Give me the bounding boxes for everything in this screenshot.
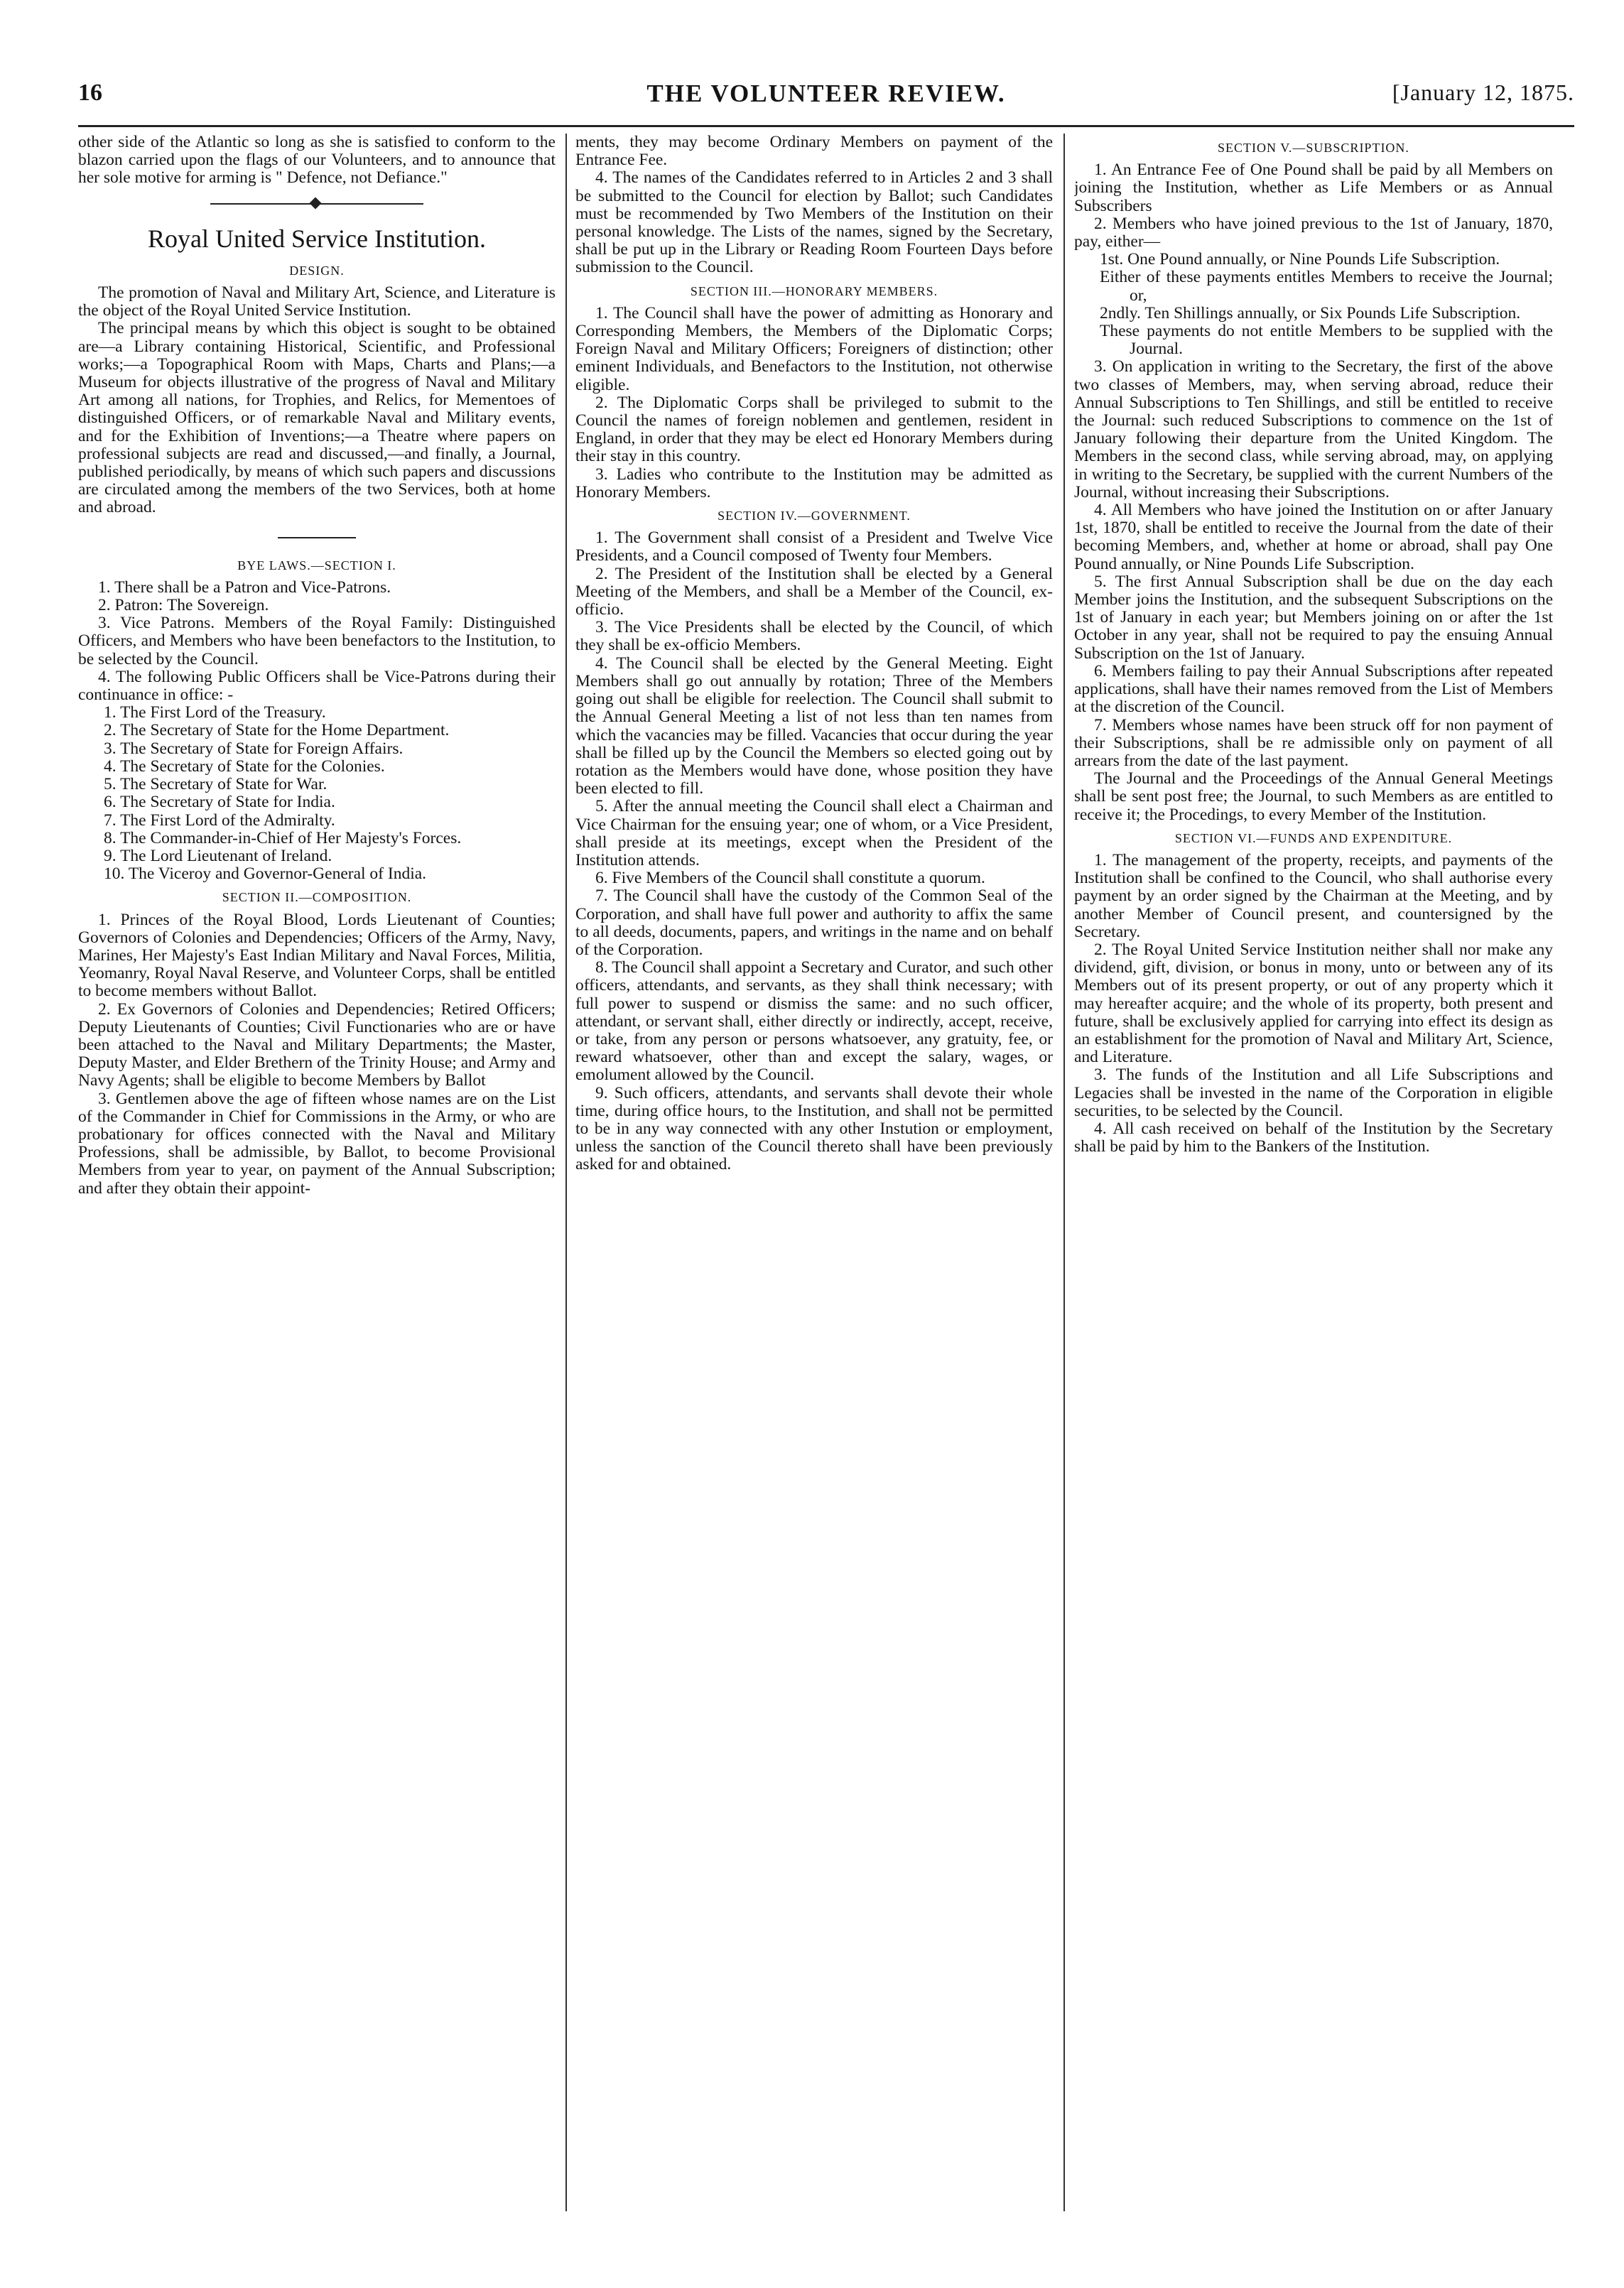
paragraph: The principal means by which this object is sought to be obtained are—a Library containing Historical, Scientific, and Professional works;—a Topographical Room with Maps, Charts and Plans;—a Museum for objects illustrative of the progress of Naval and Military Art among all nations, for Trophies, and Relics, for Mementoes of distinguished Officers, or of remarkable Naval and Military events, and for the Exhibition of Inventions;—a Theatre where papers on professional subjects are read and discussed,—and finally, a Journal, published periodically, by means of which such papers and discussions are circulated among the members of the two Services, both at home and abroad. xyxy=(78,319,556,517)
paragraph: 4. The names of the Candidates referred to in Articles 2 and 3 shall be submitted to the Council for election by Ballot; such Candidates must be recommended by Two Members of the Institution on their personal knowledge. The Lists of the names, signed by the Secretary, shall be put up in the Library or Reading Room Fourteen Days before submission to the Council. xyxy=(575,168,1053,277)
paragraph: 2. The Royal United Service Institution neither shall nor make any dividend, gift, division, or bonus in mony, unto or between any of its Members out of its present property, or out of any property which it may hereafter acquire; and the whole of its property, both present and future, shall be exclusively applied for carrying into effect its design as an establishment for the promotion of Naval and Military Art, Science, and Literature. xyxy=(1074,940,1553,1067)
paragraph: ments, they may become Ordinary Members on payment of the Entrance Fee. xyxy=(575,134,1053,170)
paragraph: 3. On application in writing to the Secretary, the first of the above two classes of Members, may, when serving abroad, reduce their Annual Subscriptions to Ten Shillings, and still be entitled to receive the Journal: such reduced Subscriptions to commence on the 1st of January following their departure from the United Kingdom. The Members in the second class, while serving abroad, may, on applying in writing to the Secretary, be supplied with the current Numbers of the Journal, without increasing their Subscriptions. xyxy=(1074,357,1553,501)
issue-date: [January 12, 1875. xyxy=(1392,80,1574,105)
paragraph: 2. Patron: The Sovereign. xyxy=(98,596,269,615)
paragraph: 3. The funds of the Institution and all Life Subscriptions and Legacies shall be invested in the name of the Corporation in eligible securities, to be selected by the Council. xyxy=(1074,1066,1553,1120)
paragraph: 4. The Council shall be elected by the General Meeting. Eight Members shall go out annually by rotation; Three of the Members going out shall be eligible for reelection. The Council shall submit to the Annual General Meeting a list of not less than ten names from which the vacancies may be filled. Vacancies that occur during the year shall be filled up by the Council the Members so elected going out by rotation as the Members would have done, whose position they have been elected to fill. xyxy=(575,654,1053,798)
list-item: 10. The Viceroy and Governor-General of India. xyxy=(104,864,427,884)
paragraph: 6. Members failing to pay their Annual Subscriptions after repeated applications, shall have their names removed from the List of Members at the discretion of the Council. xyxy=(1074,661,1553,717)
paragraph: 7. The Council shall have the custody of the Common Seal of the Corporation, and shall have full power and authority to affix the same to all deeds, documents, papers, and writings in the name and on behalf of the Corporation. xyxy=(575,887,1053,959)
section-title-bylaws: BYE LAWS.—SECTION I. xyxy=(237,558,396,573)
paragraph: 1. The management of the property, receipts, and payments of the Institution shall be confined to the Council, who shall authorise every payment by an order signed by the Chairman at the Meeting, and by another Member of Council present, and countersigned by the Secretary. xyxy=(1074,850,1553,941)
header-rule xyxy=(78,125,1574,127)
paragraph: 7. Members whose names have been struck off for non payment of their Subscriptions, shall be re admissible only on payment of all arrears from the date of the last payment. xyxy=(1074,715,1553,770)
paragraph: 3. Gentlemen above the age of fifteen whose names are on the List of the Commander in Chief for Commissions in the Army, or who are probationary for offices connected with the Naval and Military Professions, shall be admissible, by Ballot, to become Provisional Members from year to year, on payment of the Annual Subscription; and after they obtain their appoint- xyxy=(78,1089,556,1198)
paragraph: 1. An Entrance Fee of One Pound shall be paid by all Members on joining the Institution, whether as Life Members or as Annual Subscribers xyxy=(1074,161,1553,215)
section-title-design: DESIGN. xyxy=(289,263,345,278)
paragraph: 1. There shall be a Patron and Vice-Patrons. xyxy=(98,578,391,597)
paragraph: The promotion of Naval and Military Art, Science, and Literature is the object of the Royal United Service Institution. xyxy=(78,283,556,320)
page-number: 16 xyxy=(78,80,102,106)
paragraph: 4. The following Public Officers shall be Vice-Patrons during their continuance in office: - xyxy=(78,667,556,705)
list-item: 1. The First Lord of the Treasury. xyxy=(104,703,326,722)
section-title-subscription: SECTION V.—SUBSCRIPTION. xyxy=(1218,141,1409,155)
list-item: 3. The Secretary of State for Foreign Affairs. xyxy=(104,739,404,758)
paragraph: 1. The Government shall consist of a President and Twelve Vice Presidents, and a Council composed of Twenty four Members. xyxy=(575,528,1053,565)
section-title-government: SECTION IV.—GOVERNMENT. xyxy=(718,509,911,524)
ornament-divider xyxy=(210,203,423,212)
paragraph: 4. All cash received on behalf of the Institution by the Secretary shall be paid by him to the Bankers of the Institution. xyxy=(1074,1119,1553,1156)
list-item: 7. The First Lord of the Admiralty. xyxy=(104,810,335,830)
list-item: 2ndly. Ten Shillings annually, or Six Pounds Life Subscription. xyxy=(1100,303,1521,322)
column-3 xyxy=(1074,134,1553,2211)
paragraph: 2. The President of the Institution shall be elected by a General Meeting of the Members, and shall be a Member of the Council, ex-officio. xyxy=(575,564,1053,619)
paragraph: 1. Princes of the Royal Blood, Lords Lieutenant of Counties; Governors of Colonies and Dependencies; Officers of the Army, Navy, Marines, Her Majesty's East Indian Military and Naval Forces, Militia, Yeomanry, Royal Naval Reserve, and Volunteer Corps, shall be entitled to become members without Ballot. xyxy=(78,910,556,1001)
newspaper-title: THE VOLUNTEER REVIEW. xyxy=(646,80,1006,107)
page-header xyxy=(78,80,1574,122)
paragraph: 2. Members who have joined previous to the 1st of January, 1870, pay, either— xyxy=(1074,214,1553,251)
list-item: 2. The Secretary of State for the Home Department. xyxy=(104,721,450,740)
list-item: 8. The Commander-in-Chief of Her Majesty's Forces. xyxy=(104,828,462,847)
list-item: Either of these payments entitles Members to receive the Journal; or, xyxy=(1100,268,1553,305)
paragraph: The Journal and the Proceedings of the Annual General Meetings shall be sent post free; the Journal, to such Members as are entitled to receive it; the Procedings, to every Member of the Institution. xyxy=(1074,769,1553,824)
paragraph: 5. The first Annual Subscription shall be due on the day each Member joins the Institution, and the subsequent Subscriptions on the 1st of January in each year; but Members joining on or after the 1st October in any year, shall not be required to pay the ensuing Annual Subscription on the 1st of January. xyxy=(1074,572,1553,663)
column-divider xyxy=(1063,134,1065,2211)
paragraph: 1. The Council shall have the power of admitting as Honorary and Corresponding Members, the Members of the Diplomatic Corps; Foreign Naval and Military Officers; Foreigners of distinction; other eminent Individuals, and Benefactors to the Institution, not otherwise eligible. xyxy=(575,303,1053,394)
paragraph: 2. The Diplomatic Corps shall be privileged to submit to the Council the names of foreign noblemen and gentlemen, resident in England, in order that they may be elect ed Honorary Members during their stay in this country. xyxy=(575,393,1053,466)
paragraph: 6. Five Members of the Council shall constitute a quorum. xyxy=(595,869,985,888)
paragraph: 3. The Vice Presidents shall be elected by the Council, of which they shall be ex-officio Members. xyxy=(575,618,1053,655)
column-2 xyxy=(575,134,1053,2211)
list-item: These payments do not entitle Members to be supplied with the Journal. xyxy=(1100,322,1553,359)
paragraph: 9. Such officers, attendants, and servants shall devote their whole time, during office hours, to the Institution, and shall not be permitted to be in any way connected with any other Instution or employment, unless the sanction of the Council thereto shall have been previously asked for and obtained. xyxy=(575,1083,1053,1174)
intro-paragraph: other side of the Atlantic so long as she is satisfied to conform to the blazon carried upon the flags of our Volunteers, and to announce that her sole motive for arming is " Defence, not Defiance." xyxy=(78,134,556,188)
short-rule xyxy=(278,537,356,538)
list-item: 9. The Lord Lieutenant of Ireland. xyxy=(104,846,332,865)
list-item: 6. The Secretary of State for India. xyxy=(104,793,335,812)
list-item: 1st. One Pound annually, or Nine Pounds Life Subscription. xyxy=(1100,250,1500,269)
list-item: 4. The Secretary of State for the Colonies. xyxy=(104,757,385,776)
paragraph: 3. Ladies who contribute to the Institution may be admitted as Honorary Members. xyxy=(575,465,1053,501)
paragraph: 5. After the annual meeting the Council shall elect a Chairman and Vice Chairman for the ensuing year; one of whom, or a Vice President, shall preside at its meetings, except when the President of the Institution attends. xyxy=(575,797,1053,869)
column-divider xyxy=(565,134,567,2211)
section-title-honorary: SECTION III.—HONORARY MEMBERS. xyxy=(690,283,938,298)
column-1 xyxy=(78,134,556,2211)
paragraph: 4. All Members who have joined the Institution on or after January 1st, 1870, shall be entitled to receive the Journal from the date of their becoming Members, and, whether at home or abroad, shall pay One Pound annually, or Nine Pounds Life Subscription. xyxy=(1074,501,1553,573)
paragraph: 8. The Council shall appoint a Secretary and Curator, and such other officers, attendants, and servants, as they shall think necessary; with full power to suspend or dismiss the same: and no such officer, attendant, or servant shall, either directly or indirectly, accept, receive, or take, from any person or persons whatsoever, any gratuity, fee, or reward whatsoever, other than and except the salary, wages, or emolument allowed by the Council. xyxy=(575,958,1053,1085)
paragraph: 2. Ex Governors of Colonies and Dependencies; Retired Officers; Deputy Lieutenants of Counties; Civil Functionaries who are or have been attached to the Naval and Military Departments; the Master, Deputy Master, and Elder Brethern of the Trinity House; and Army and Navy Agents; shall be eligible to become Members by Ballot xyxy=(78,999,556,1090)
article-heading: Royal United Service Institution. xyxy=(148,224,486,253)
paragraph: 3. Vice Patrons. Members of the Royal Family: Distinguished Officers, and Members who have been benefactors to the Institution, to be selected by the Council. xyxy=(78,614,556,668)
section-title-funds: SECTION VI.—FUNDS AND EXPENDITURE. xyxy=(1174,830,1453,845)
section-title-composition: SECTION II.—COMPOSITION. xyxy=(222,890,412,905)
list-item: 5. The Secretary of State for War. xyxy=(104,775,327,794)
